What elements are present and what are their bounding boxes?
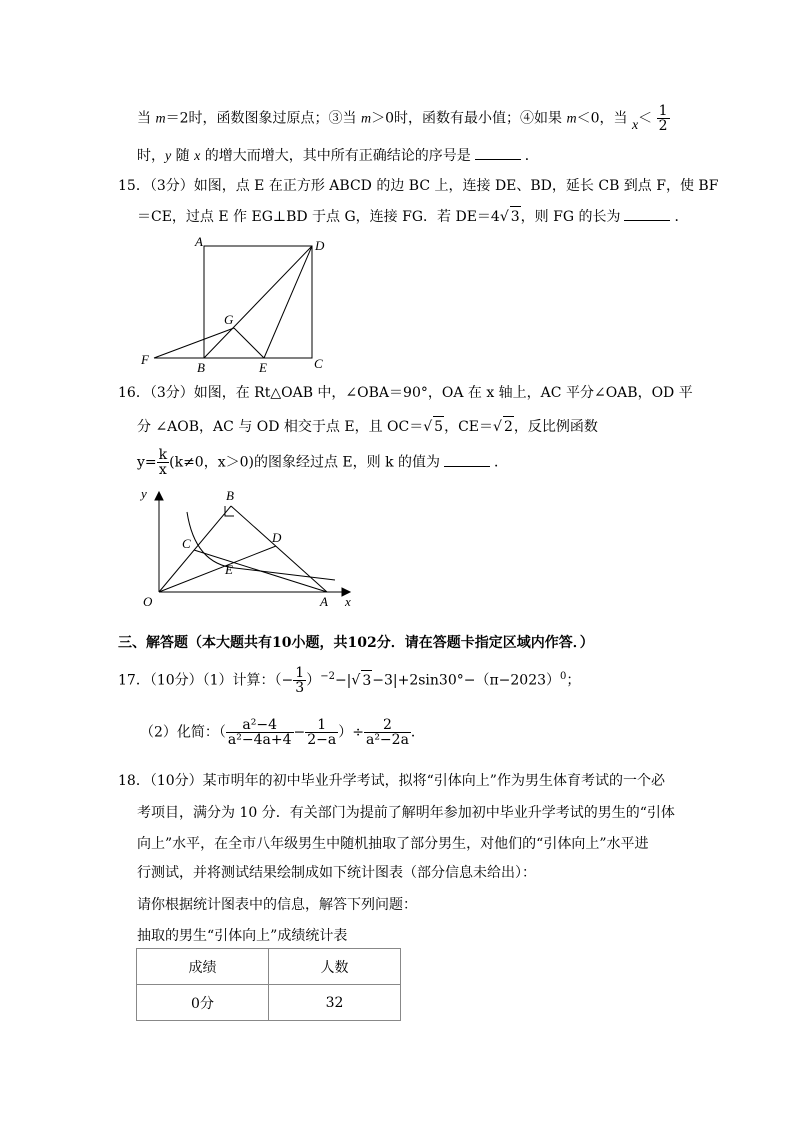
label-B: B [197,360,205,375]
q15-answer-blank[interactable] [624,206,670,221]
q14-line2: 时，y 随 x 的增大而增大，其中所有正确结论的序号是 ． [137,145,539,167]
q14-fraction: $\frac{1}{2}$ [658,103,668,134]
label-x: x [345,594,351,609]
q18-line4: 行测试，并将测试结果绘制成如下统计图表（部分信息未给出）： [137,865,536,881]
table-header-cell: 成绩 [137,949,269,985]
q16-fraction: $\frac{k}{x}$ [158,447,168,478]
q18-line2: 考项目，满分为 10 分．有关部门为提前了解明年参加初中毕业升学考试的男生的“引体 [137,805,675,821]
label-E2: E [225,562,233,577]
label-A: A [195,234,203,249]
q16-line2: 分 ∠AOB，AC 与 OD 相交于点 E，且 OC＝√ 5，CE＝√ 2，反比例函数 [137,416,598,437]
q15-line2: ＝CE，过点 E 作 EG⊥BD 于点 G，连接 FG．若 DE＝4√ 3，则 FG 的长为 ． [137,206,688,227]
q18-line1: 18．（10分）某市明年的初中毕业升学考试，拟将“引体向上”作为男生体育考试的一个必 [118,773,665,789]
q17-part1: 17．（10分）（1）计算：（− $\frac{1}{3}$ ）$^{-2}$−|√ $3-3|+2\sin 30^\circ-(\pi-2023)^0$； [118,665,581,696]
section-heading: 三、解答题（本大题共有10小题，共102分．请在答题卡指定区域内作答．） [118,635,594,651]
label-y: y [141,486,147,501]
table-cell: 0分 [137,985,269,1021]
label-D: D [315,238,325,253]
label-O: O [143,594,153,609]
q16-line3: y= $\frac{k}{x}$ (k≠0，x＞0)的图象经过点 E，则 k 的值为 ． [137,447,509,478]
label-B2: B [226,488,234,503]
table-header-cell: 人数 [269,949,401,985]
q18-line3: 向上”水平，在全市八年级男生中随机抽取了部分男生，对他们的“引体向上”水平进 [137,836,649,852]
label-C: C [314,356,323,371]
q16-answer-blank[interactable] [444,452,490,467]
q18-table-caption: 抽取的男生“引体向上”成绩统计表 [137,928,348,944]
label-G: G [224,312,234,327]
table-row [137,985,401,1021]
table-cell: 32 [269,985,401,1021]
q16-figure [135,484,365,614]
q16-line1: 16．（3分）如图，在 Rt△OAB 中，∠OBA＝90°，OA 在 x 轴上，AC 平分∠OAB，OD 平 [118,385,693,401]
label-E: E [259,360,267,375]
q18-line5: 请你根据统计图表中的信息，解答下列问题： [137,897,417,913]
label-D2: D [272,530,282,545]
q14-answer-blank[interactable] [475,145,521,160]
q15-figure [135,232,335,377]
score-table [136,948,401,1021]
q15-line1: 15．（3分）如图，点 E 在正方形 ABCD 的边 BC 上，连接 DE、BD，延长 CB 到点 F，使 BF [118,178,719,194]
table-header-row [137,949,401,985]
label-F: F [141,352,149,367]
label-C2: C [182,536,191,551]
q14-line1: 当 m＝2时，函数图象过原点；③当 m＞0时，函数有最小值；④如果 m＜0，当 x＜ $\frac{1}{2}$ [137,103,668,134]
label-A2: A [320,594,328,609]
q17-part2: （2）化简：（ $\frac{\text{a²−4}}{\text{a²−4a+4}}$ − $\frac{1}{2-a}$ ）÷ $\frac{2}{\text{a²−2a}}$ ． [140,717,425,748]
